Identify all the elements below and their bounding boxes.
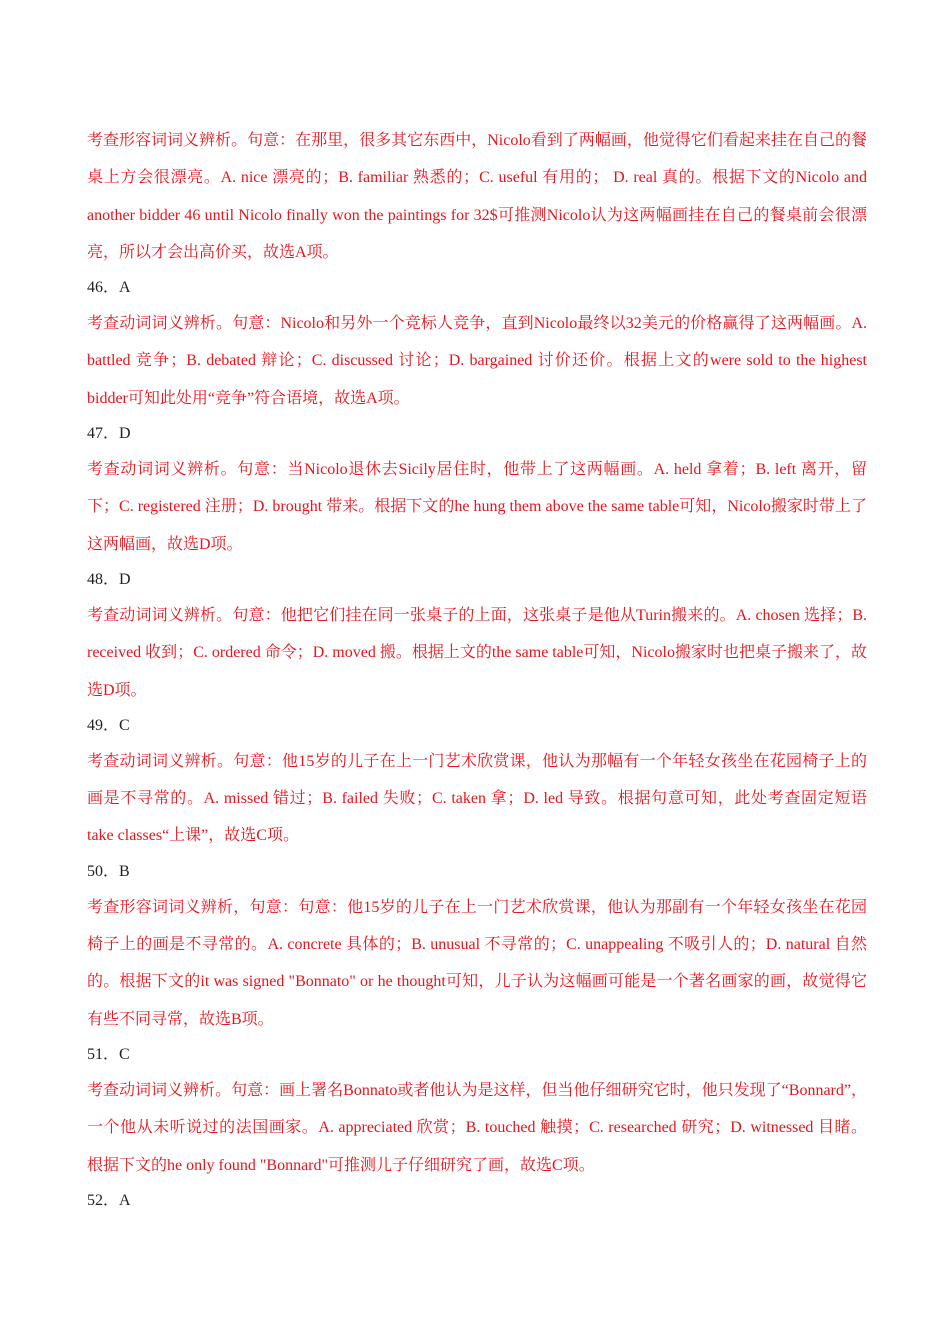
question-number-47: 47．D bbox=[87, 425, 131, 443]
explanation-47: 考查动词词义辨析。句意：当Nicolo退休去Sicily居住时，他带上了这两幅画。A. held 拿着；B. left 离开，留下；C. registered 注册；D. brought 带来。根据下文的he hung them above the same table可知，Nicolo搬家时带上了这两幅画，故选D项。 bbox=[87, 461, 867, 553]
explanation-49: 考查动词词义辨析。句意：他15岁的儿子在上一门艺术欣赏课，他认为那幅有一个年轻女孩坐在花园椅子上的画是不寻常的。A. missed 错过；B. failed 失败；C. taken 拿；D. led 导致。根据句意可知，此处考查固定短语take classes“上课”，故选C项。 bbox=[87, 752, 867, 845]
explanation-50: 考查形容词词义辨析，句意：句意：他15岁的儿子在上一门艺术欣赏课，他认为那副有一个年轻女孩坐在花园椅子上的画是不寻常的。A. concrete 具体的；B. unusual 不寻常的；C. unappealing 不吸引人的；D. natural 自然的。根据下文的it was signed "Bonnato" or he thought可知，儿子认为这幅画可能是一个著名画家的画，故觉得它有些不同寻常，故选B项。 bbox=[87, 898, 867, 1028]
question-number-46: 46．A bbox=[87, 279, 131, 297]
explanation-48: 考查动词词义辨析。句意：他把它们挂在同一张桌子的上面，这张桌子是他从Turin搬来的。A. chosen 选择；B. received 收到；C. ordered 命令；D. moved 搬。根据上文的the same table可知，Nicolo搬家时也把桌子搬来了，故选D项。 bbox=[87, 606, 867, 699]
explanation-45: 考查形容词词义辨析。句意：在那里，很多其它东西中，Nicolo看到了两幅画，他觉得它们看起来挂在自己的餐桌上方会很漂亮。A. nice 漂亮的；B. familiar 熟悉的；C. useful 有用的； D. real 真的。根据下文的Nicolo and another bidder 46 until Nicolo finally won the paintings for 32$可推测Nicolo认为这两幅画挂在自己的餐桌前会很漂亮，所以才会出高价买，故选A项。 bbox=[87, 132, 867, 261]
answer-key-page bbox=[87, 122, 867, 1218]
explanation-46: 考查动词词义辨析。句意：Nicolo和另外一个竞标人竞争，直到Nicolo最终以32美元的价格赢得了这两幅画。A. battled 竞争；B. debated 辩论；C. discussed 讨论；D. bargained 讨价还价。根据上文的were sold to the highest bidder可知此处用“竞争”符合语境，故选A项。 bbox=[87, 315, 867, 407]
question-number-52: 52．A bbox=[87, 1191, 131, 1209]
question-number-50: 50．B bbox=[87, 862, 130, 880]
question-number-51: 51．C bbox=[87, 1045, 130, 1063]
question-number-49: 49．C bbox=[87, 716, 130, 734]
explanation-51: 考查动词词义辨析。句意：画上署名Bonnato或者他认为是这样，但当他仔细研究它时，他只发现了“Bonnard”，一个他从未听说过的法国画家。A. appreciated 欣赏；B. touched 触摸；C. researched 研究；D. witnessed 目睹。根据下文的he only found "Bonnard"可推测儿子仔细研究了画，故选C项。 bbox=[87, 1081, 867, 1174]
question-number-48: 48．D bbox=[87, 570, 131, 588]
